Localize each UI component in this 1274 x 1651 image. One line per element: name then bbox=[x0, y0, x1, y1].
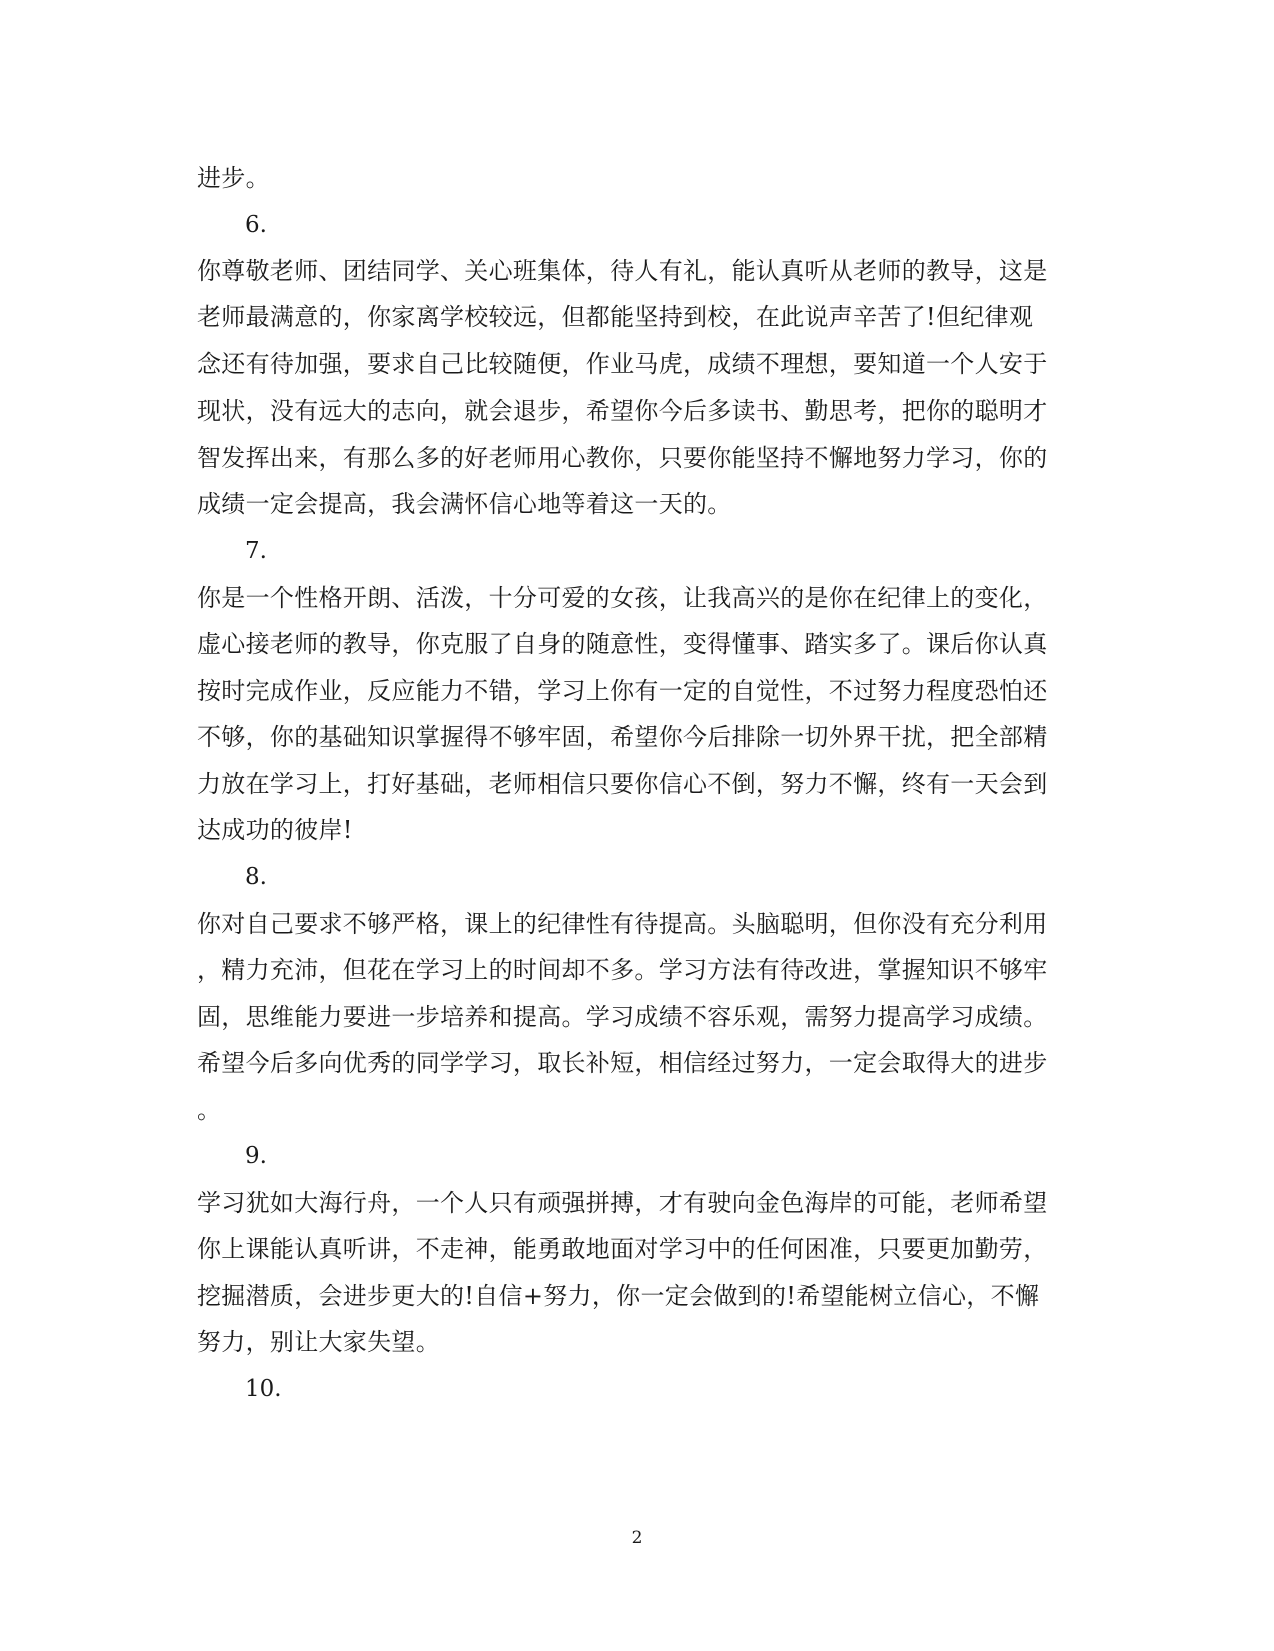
item-number: 9. bbox=[245, 1143, 267, 1169]
text-line: 你对自己要求不够严格，课上的纪律性有待提高。头脑聪明，但你没有充分利用 bbox=[197, 910, 1048, 938]
text-line: 智发挥出来，有那么多的好老师用心教你，只要你能坚持不懈地努力学习，你的 bbox=[197, 444, 1048, 472]
text-line: 力放在学习上，打好基础，老师相信只要你信心不倒，努力不懈，终有一天会到 bbox=[197, 770, 1048, 798]
item-number: 10. bbox=[245, 1376, 282, 1402]
text-line: 你尊敬老师、团结同学、关心班集体，待人有礼，能认真听从老师的教导，这是 bbox=[197, 257, 1048, 285]
item-number: 8. bbox=[245, 864, 267, 890]
text-line: 固，思维能力要进一步培养和提高。学习成绩不容乐观，需努力提高学习成绩。 bbox=[197, 1003, 1048, 1031]
text-line: 现状，没有远大的志向，就会退步，希望你今后多读书、勤思考，把你的聪明才 bbox=[197, 397, 1048, 425]
text-line: ，精力充沛，但花在学习上的时间却不多。学习方法有待改进，掌握知识不够牢 bbox=[197, 956, 1048, 984]
text-line: 不够，你的基础知识掌握得不够牢固，希望你今后排除一切外界干扰，把全部精 bbox=[197, 723, 1048, 751]
text-line: 老师最满意的，你家离学校较远，但都能坚持到校，在此说声辛苦了!但纪律观 bbox=[197, 303, 1034, 331]
text-line: 你上课能认真听讲，不走神，能勇敢地面对学习中的任何困准，只要更加勤劳， bbox=[197, 1235, 1048, 1263]
text-line: 挖掘潜质，会进步更大的!自信+努力，你一定会做到的!希望能树立信心，不懈 bbox=[197, 1282, 1040, 1310]
text-line: 。 bbox=[197, 1096, 222, 1124]
text-line: 达成功的彼岸! bbox=[197, 816, 353, 844]
item-number: 7. bbox=[245, 538, 267, 564]
page-number: 2 bbox=[631, 1528, 643, 1548]
text-line: 虚心接老师的教导，你克服了自身的随意性，变得懂事、踏实多了。课后你认真 bbox=[197, 630, 1048, 658]
text-line: 学习犹如大海行舟，一个人只有顽强拼搏，才有驶向金色海岸的可能，老师希望 bbox=[197, 1189, 1048, 1217]
text-line: 按时完成作业，反应能力不错，学习上你有一定的自觉性，不过努力程度恐怕还 bbox=[197, 677, 1048, 705]
text-line: 努力，别让大家失望。 bbox=[197, 1328, 440, 1356]
text-line: 希望今后多向优秀的同学学习，取长补短，相信经过努力，一定会取得大的进步 bbox=[197, 1049, 1048, 1077]
text-line: 你是一个性格开朗、活泼，十分可爱的女孩，让我高兴的是你在纪律上的变化， bbox=[197, 584, 1048, 612]
text-line: 成绩一定会提高，我会满怀信心地等着这一天的。 bbox=[197, 490, 732, 518]
text-line: 进步。 bbox=[197, 164, 270, 192]
item-number: 6. bbox=[245, 212, 267, 238]
text-line: 念还有待加强，要求自己比较随便，作业马虎，成绩不理想，要知道一个人安于 bbox=[197, 350, 1048, 378]
